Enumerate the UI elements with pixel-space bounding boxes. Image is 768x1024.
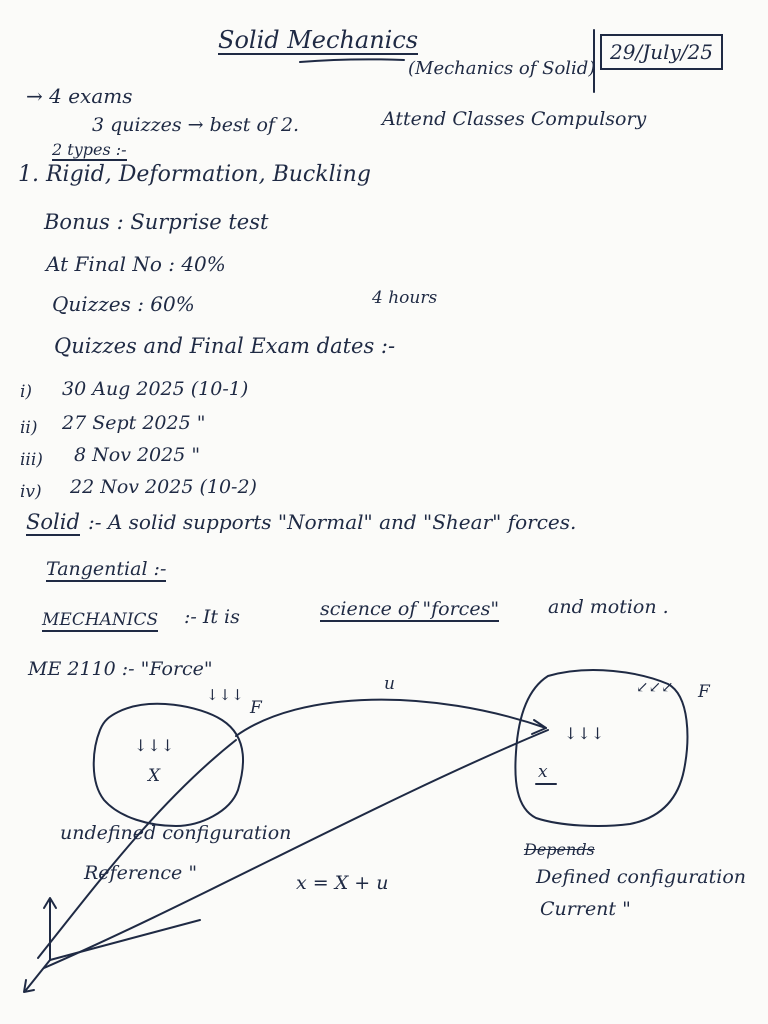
displacement-label: u [384,674,395,694]
right-body-point-label: x [538,762,548,782]
course-force-line: ME 2110 :- "Force" [28,658,213,680]
right-body-arrows: ↓↓↓ [564,724,605,743]
position-vector-x [44,730,548,968]
attend-line: Attend Classes Compulsory [382,108,647,130]
left-top-arrows: ↓↓↓ [206,686,244,704]
left-force-label: F [250,698,262,718]
exams-line: → 4 exams [26,84,133,108]
mapping-equation: x = X + u [296,872,389,894]
motion-definition: and motion . [548,596,669,618]
left-body-arrows: ↓↓↓ [134,736,175,755]
title-underline-extra [300,59,404,62]
science-definition: science of "forces" [320,598,500,620]
final-line: At Final No : 40% [46,252,226,276]
bonus-line: Bonus : Surprise test [44,210,269,234]
mechanics-definition: :- It is [184,606,240,628]
solid-label: Solid [26,510,80,534]
date-item-number: iv) [20,482,42,502]
page-subtitle: (Mechanics of Solid) [408,58,596,79]
date-item-text: 30 Aug 2025 (10-1) [62,378,249,400]
date-item-number: iii) [20,450,43,470]
page-title: Solid Mechanics [218,26,419,54]
types-list: 1. Rigid, Deformation, Buckling [18,162,371,187]
right-top-arrows: ↙↙↙ [636,678,674,696]
left-body-point-label: X [148,766,161,786]
current-caption-2: Current " [540,898,631,920]
date-item-text: 27 Sept 2025 " [62,412,206,434]
dates-heading: Quizzes and Final Exam dates :- [54,334,396,358]
date-item-text: 22 Nov 2025 (10-2) [70,476,257,498]
types-label: 2 types :- [52,140,127,159]
reference-caption-2: Reference " [84,862,198,884]
date-box: 29/July/25 [600,34,723,70]
z-axis [26,960,50,990]
date-item-number: ii) [20,418,38,438]
hours-note: 4 hours [372,288,438,308]
quizzes-line: 3 quizzes → best of 2. [92,114,300,136]
current-caption-1: Defined configuration [536,866,747,888]
solid-definition: :- A solid supports "Normal" and "Shear" forces. [88,510,577,534]
reference-caption-1: undefined configuration [60,822,292,844]
mechanics-label: MECHANICS [42,610,159,630]
date-item-text: 8 Nov 2025 " [74,444,201,466]
reference-body-outline [94,704,243,826]
tangential-label: Tangential :- [46,558,167,580]
quizzes-pct-line: Quizzes : 60% [52,292,195,316]
right-force-label: F [698,682,710,702]
date-item-number: i) [20,382,33,402]
displacement-arc [236,700,546,736]
struck-caption: Depends [524,840,595,859]
x-axis [50,920,200,960]
